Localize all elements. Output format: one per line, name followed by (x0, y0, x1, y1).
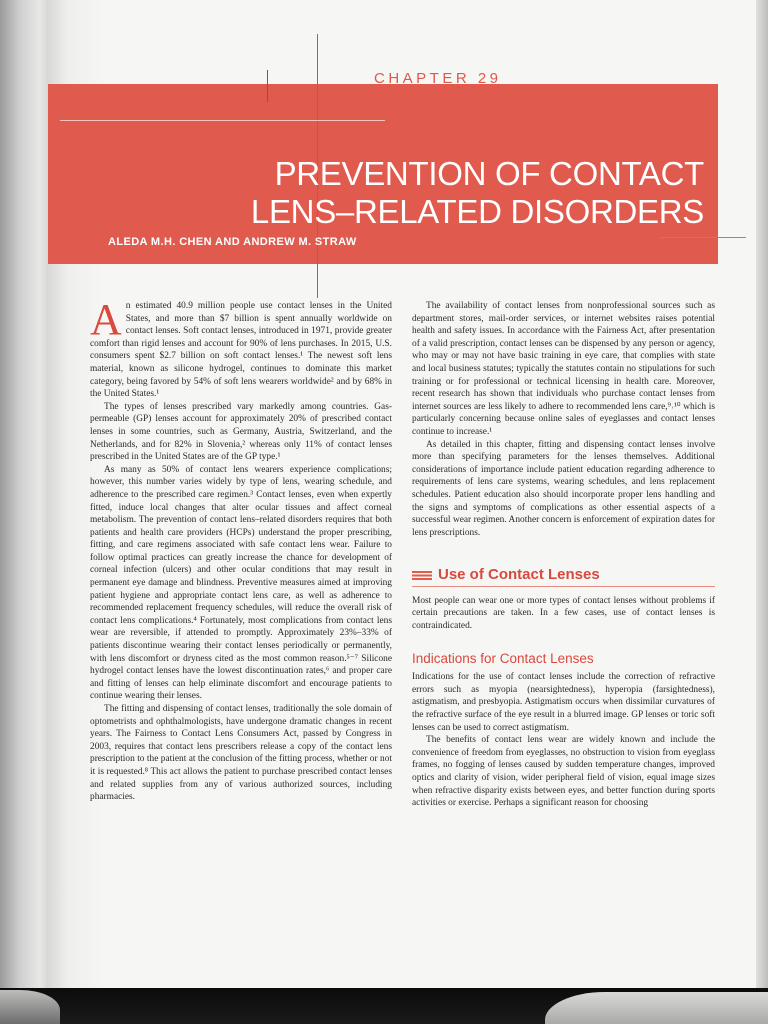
body-paragraph: The types of lenses prescribed vary markedly among countries. Gas-permeable (GP) lenses account for approximately 20% of prescribed contact lenses in some countries, such as Germany, Austria, Switzerland, and the Netherlands, and for 82% in Slovenia,² whereas only 11% of contact lenses prescribed in the United States are of the GP type.¹ (90, 401, 392, 463)
chapter-authors: ALEDA M.H. CHEN AND ANDREW M. STRAW (108, 236, 357, 248)
section-heading (412, 566, 715, 587)
body-paragraph: As detailed in this chapter, fitting and dispensing contact lenses involve more than specifying parameters for the lenses themselves. Additional considerations of importance include patient education regarding adherence to requirements of lens care systems, wearing schedules, and lens replacement schedules. Patient education also should incorporate proper lens handling and the signs and symptoms of complications as other essential aspects of a successful wear regimen. Another concern is enforcement of expiration dates for lens prescriptions. (412, 439, 715, 538)
chapter-title (184, 155, 704, 231)
body-paragraph: Indications for the use of contact lenses include the correction of refractive errors such as myopia (nearsightedness), hyperopia (farsightedness), astigmatism, and presbyopia. Astigmatism occurs when dissimilar curvatures of the refractive surface of the eye result in a blurred image. GP lenses or toric soft lenses can be used to correct astigmatism. (412, 672, 715, 733)
decorative-rule-horizontal (60, 120, 385, 121)
decorative-rule-horizontal (660, 237, 746, 238)
left-text-column (90, 295, 392, 804)
right-text-column (412, 300, 715, 810)
body-paragraph: The benefits of contact lens wear are widely known and include the convenience of freedom from eyeglasses, no obstruction to vision from eyeglass frames, no fogging of lenses caused by sudden temperature changes, improved optics and clarity of vision, wider peripheral field of vision, equal image sizes when refractive disparity exists between eyes, and better function during sports activities or exercise. Perhaps a significant reason for choosing (412, 735, 715, 809)
body-paragraph: As many as 50% of contact lens wearers experience complications; however, this number varies widely by type of lens, wearing schedule, and adherence to the prescribed care regimen.³ Contact lenses, even when expertly fitted, induce local changes that alter ocular tissues and affect corneal metabolism. The prevention of contact lens–related disorders requires that both patients and health care providers (HCPs) understand the proper prescribing, fitting, and care regimens associated with safe contact lens wear. Failure to follow optimal practices can greatly increase the chance for development of corneal infection (ulcers) and other ocular conditions that may result in permanent eye damage and blindness. Preventive measures aimed at improving patient hygiene and appropriate contact lens care, as well as adherence to recommended replacement frequency schedules, will reduce the overall risk of contact lens complications.⁴ Fortunately, most complications from contact lens wear are reversible, if attended to promptly. Approximately 23%–33% of patients discontinue wearing their contact lenses periodically or permanently, with lens discomfort or dryness cited as the most common reason.⁵⁻⁷ Silicone hydrogel contact lenses have the lowest discontinuation rates,⁶ and proper care and fitting of lenses can help eliminate discomfort and encourage patients to continue wearing their lenses. (90, 464, 392, 702)
body-paragraph: Most people can wear one or more types of contact lenses without problems if certain precautions are taken. In a few cases, use of contact lenses is contraindicated. (412, 595, 715, 632)
section-heading-text: Use of Contact Lenses (438, 566, 600, 584)
subsection-heading: Indications for Contact Lenses (412, 650, 594, 666)
body-paragraph: The fitting and dispensing of contact lenses, traditionally the sole domain of optometrists and ophthalmologists, have undergone dramatic changes in recent years. The Fairness to Contact Lens Consumers Act, passed by Congress in 2003, requires that contact lens prescribers release a copy of the contact lens prescription to the patient at the conclusion of the fitting process, whether or not it is requested.⁸ This act allows the patient to purchase prescribed contact lenses and related supplies from any of various authorized sources, including pharmacies. (90, 704, 392, 803)
chapter-title-line: LENS–RELATED DISORDERS (250, 193, 704, 230)
drop-cap: A (90, 295, 122, 344)
section-marker-icon (412, 571, 432, 580)
right-page-curl (545, 992, 768, 1024)
body-paragraph: The availability of contact lenses from nonprofessional sources such as department stores, mail-order services, or internet websites raises potential health and safety issues. In accordance with the Fairness Act, after presentation of a valid prescription, contact lenses can be dispensed by any person or agency, who may or may not have basic training in eye care, that complies with state and local business statutes; typically the statutes contain no stipulations for such training or for professional or technical licensing in health care. Moreover, recent research has shown that individuals who purchase contact lenses from internet sources are less likely to adhere to recommended lens care,⁹˒¹⁰ which is particularly concerning because online sales of eyeglasses and contact lenses continue to increase.¹ (412, 301, 715, 437)
body-paragraph (90, 295, 392, 401)
right-page-edge (754, 0, 768, 990)
decorative-rule-vertical (267, 70, 268, 102)
chapter-title-line: PREVENTION OF CONTACT (274, 155, 704, 192)
chapter-number: CHAPTER 29 (374, 70, 502, 87)
paragraph-text: n estimated 40.9 million people use contact lenses in the United States, and more than $7 billion is spent annually worldwide on contact lenses. Soft contact lenses, introduced in 1971, provide greater comfort than rigid lenses and account for 90% of lens purchases. In 2015, U.S. consumers spent $2.7 billion on soft contact lenses.¹ The newest soft lens material, known as silicone hydrogel, continues to dominate this market category, being favored by 54% of soft lens wearers worldwide² and by 68% in the United States.¹ (90, 301, 392, 400)
